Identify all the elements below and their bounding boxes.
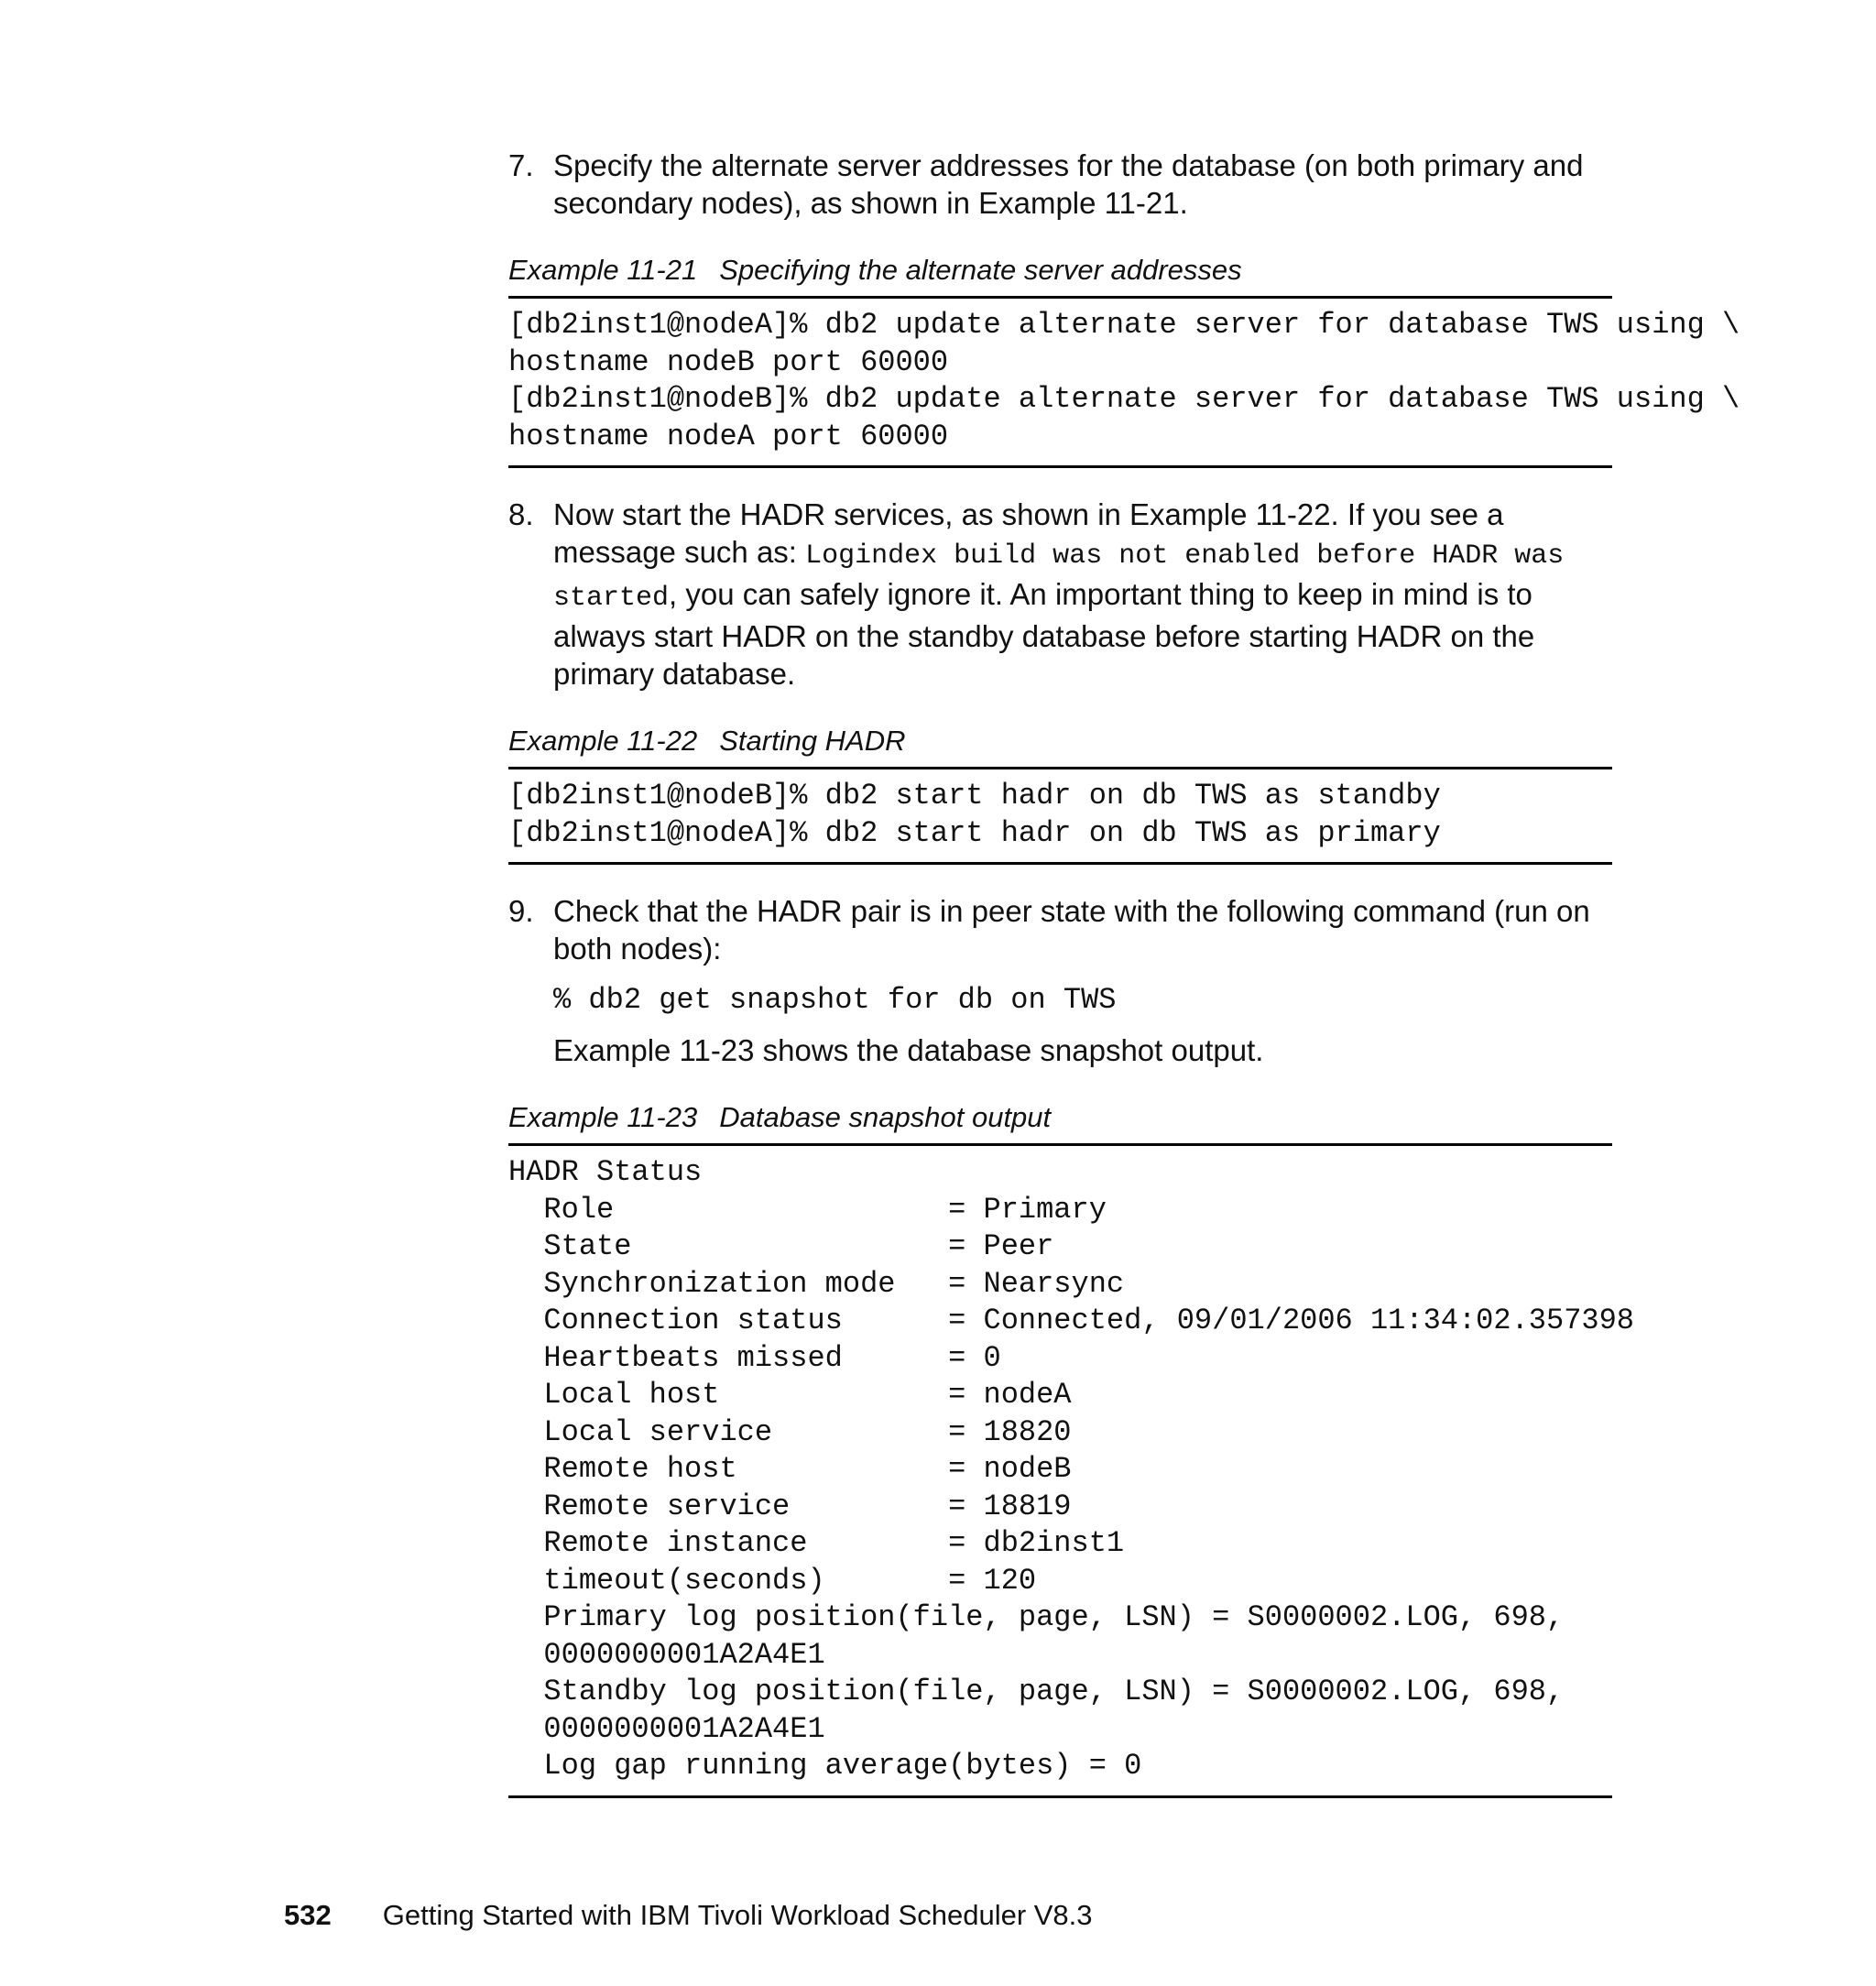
code-line: hostname nodeB port 60000 [508, 344, 949, 379]
example-number: Example 11-22 [508, 725, 698, 757]
example-caption [508, 1100, 1612, 1135]
code-example-11-21 [508, 296, 1740, 468]
step-8 [508, 496, 1612, 693]
code-line: State = Peer [508, 1229, 1054, 1263]
step-text-part: Now start the HADR services, as shown in Example 11-22. If you see a message such as: [553, 497, 1504, 569]
code-line: HADR Status [508, 1155, 703, 1189]
code-line: 0000000001A2A4E1 [508, 1711, 825, 1746]
step-number: 9. [508, 894, 534, 928]
page-content [508, 147, 1740, 1798]
code-example-11-23 [508, 1143, 1634, 1798]
example-number: Example 11-23 [508, 1101, 698, 1133]
code-line: [db2inst1@nodeB]% db2 update alternate server for database TWS using \ [508, 382, 1740, 416]
code-line: hostname nodeA port 60000 [508, 419, 949, 453]
code-line: Remote service = 18819 [508, 1489, 1072, 1523]
followup-text: Example 11-23 shows the database snapshot output. [553, 1033, 1264, 1067]
step-number: 8. [508, 497, 534, 531]
code-line: timeout(seconds) = 120 [508, 1563, 1037, 1598]
code-line: 0000000001A2A4E1 [508, 1637, 825, 1672]
step-9 [508, 892, 1612, 967]
step-number: 7. [508, 148, 534, 182]
example-title: Starting HADR [719, 725, 906, 757]
step-text: Specify the alternate server addresses for the database (on both primary and secondary nodes), as shown in Example 11-21. [553, 148, 1584, 220]
code-line: Remote instance = db2inst1 [508, 1526, 1125, 1560]
code-line: Primary log position(file, page, LSN) = S0000002.LOG, 698, [508, 1600, 1565, 1634]
page-number: 532 [284, 1899, 332, 1931]
example-caption [508, 724, 1612, 758]
example-number: Example 11-21 [508, 254, 698, 286]
code-line: Local service = 18820 [508, 1414, 1072, 1449]
code-line: Role = Primary [508, 1192, 1107, 1227]
code-line: [db2inst1@nodeA]% db2 update alternate server for database TWS using \ [508, 308, 1740, 342]
code-line: [db2inst1@nodeB]% db2 start hadr on db TWS as standby [508, 779, 1441, 813]
step-text: Check that the HADR pair is in peer state with the following command (run on both nodes): [553, 894, 1590, 966]
command-line: % db2 get snapshot for db on TWS [553, 983, 1117, 1017]
example-title: Specifying the alternate server addresses [719, 254, 1242, 286]
example-caption [508, 253, 1612, 288]
code-line: Local host = nodeA [508, 1378, 1072, 1412]
step-text-part: , you can safely ignore it. An important thing to keep in mind is to always start HADR on the standby database before starting HADR on the primary database. [553, 577, 1535, 691]
code-line: Connection status = Connected, 09/01/2006 11:34:02.357398 [508, 1304, 1634, 1337]
code-line: [db2inst1@nodeA]% db2 start hadr on db TWS as primary [508, 815, 1441, 850]
book-title: Getting Started with IBM Tivoli Workload Scheduler V8.3 [382, 1899, 1093, 1931]
code-line: Log gap running average(bytes) = 0 [508, 1749, 1142, 1783]
page-footer [284, 1898, 1093, 1933]
step-text [553, 497, 1564, 691]
code-line: Standby log position(file, page, LSN) = S0000002.LOG, 698, [508, 1675, 1565, 1708]
inline-code: Logindex build was not enabled before HADR was started [553, 540, 1565, 614]
step-7 [508, 147, 1612, 222]
code-example-11-22 [508, 767, 1612, 865]
example-title: Database snapshot output [719, 1101, 1052, 1133]
code-line: Heartbeats missed = 0 [508, 1340, 1001, 1375]
code-line: Synchronization mode = Nearsync [508, 1266, 1125, 1301]
code-line: Remote host = nodeB [508, 1452, 1072, 1486]
